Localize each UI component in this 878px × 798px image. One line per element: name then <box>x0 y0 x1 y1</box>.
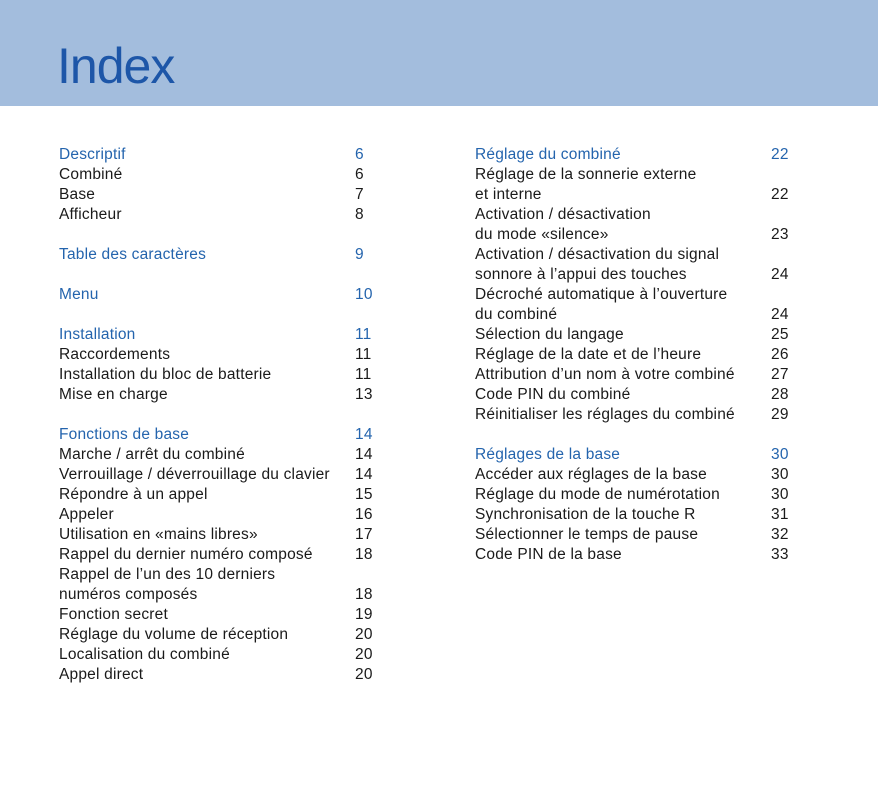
index-page-number: 24 <box>771 306 789 323</box>
index-entry-label: Réglages de la base <box>475 446 621 463</box>
index-page-number: 30 <box>771 486 789 503</box>
index-entry-label: Afficheur <box>59 206 122 223</box>
index-entry <box>59 585 379 605</box>
index-page-number: 8 <box>355 206 364 223</box>
index-entry <box>59 185 379 205</box>
index-entry-label: Combiné <box>59 166 123 183</box>
index-entry-label: Descriptif <box>59 146 126 163</box>
index-page-number: 28 <box>771 386 789 403</box>
index-entry <box>475 465 795 485</box>
index-page-number: 30 <box>771 466 789 483</box>
index-entry <box>475 185 795 205</box>
index-page-number: 20 <box>355 666 373 683</box>
index-entry-label: Répondre à un appel <box>59 486 208 503</box>
index-section-heading <box>475 445 795 465</box>
index-page-number: 23 <box>771 226 789 243</box>
index-entry <box>475 405 795 425</box>
index-entry <box>475 305 795 325</box>
index-spacer <box>475 425 795 445</box>
index-entry <box>475 505 795 525</box>
index-entry <box>59 505 379 525</box>
index-entry-label: Réinitialiser les réglages du combiné <box>475 406 735 423</box>
index-page-number: 17 <box>355 526 373 543</box>
index-entry <box>59 645 379 665</box>
index-entry-label: Utilisation en «mains libres» <box>59 526 258 543</box>
index-page-number: 10 <box>355 286 373 303</box>
index-entry <box>475 205 795 225</box>
index-entry <box>475 165 795 185</box>
index-entry-label: Marche / arrêt du combiné <box>59 446 245 463</box>
index-section-heading <box>59 325 379 345</box>
index-page-number: 6 <box>355 166 364 183</box>
index-section-heading <box>59 245 379 265</box>
index-entry-label: Table des caractères <box>59 246 207 263</box>
index-entry <box>59 465 379 485</box>
index-section-heading <box>59 145 379 165</box>
index-entry <box>59 545 379 565</box>
index-entry-label: Rappel de l’un des 10 derniers <box>59 566 276 583</box>
index-entry-label: numéros composés <box>59 586 198 603</box>
index-entry <box>59 625 379 645</box>
index-page-number: 26 <box>771 346 789 363</box>
index-page-number: 6 <box>355 146 364 163</box>
index-entry-label: Rappel du dernier numéro composé <box>59 546 313 563</box>
index-entry <box>59 165 379 185</box>
index-entry-label: Base <box>59 186 96 203</box>
index-entry <box>59 385 379 405</box>
index-spacer <box>59 225 379 245</box>
index-entry-label: Fonction secret <box>59 606 168 623</box>
index-entry <box>59 525 379 545</box>
index-page-number: 14 <box>355 466 373 483</box>
index-page-number: 31 <box>771 506 789 523</box>
index-page-number: 19 <box>355 606 373 623</box>
index-entry-label: Réglage de la date et de l’heure <box>475 346 702 363</box>
index-section-heading <box>59 285 379 305</box>
index-page-number: 18 <box>355 586 373 603</box>
index-entry-label: Réglage de la sonnerie externe <box>475 166 697 183</box>
index-entry-label: Menu <box>59 286 99 303</box>
index-page-number: 7 <box>355 186 364 203</box>
index-entry <box>475 485 795 505</box>
index-entry-label: Mise en charge <box>59 386 168 403</box>
index-entry-label: Réglage du combiné <box>475 146 621 163</box>
index-page-number: 18 <box>355 546 373 563</box>
index-entry-label: Sélectionner le temps de pause <box>475 526 699 543</box>
page-title: Index <box>57 38 175 94</box>
index-entry <box>59 485 379 505</box>
index-entry-label: Accéder aux réglages de la base <box>475 466 707 483</box>
index-entry-label: sonnore à l’appui des touches <box>475 266 687 283</box>
index-entry-label: Décroché automatique à l’ouverture <box>475 286 728 303</box>
index-entry-label: Réglage du volume de réception <box>59 626 289 643</box>
index-page-number: 27 <box>771 366 789 383</box>
index-entry <box>475 285 795 305</box>
index-entry <box>475 385 795 405</box>
index-entry <box>475 345 795 365</box>
index-page-number: 14 <box>355 446 373 463</box>
index-entry <box>59 205 379 225</box>
index-entry-label: Réglage du mode de numérotation <box>475 486 720 503</box>
index-page-number: 13 <box>355 386 373 403</box>
index-page-number: 30 <box>771 446 789 463</box>
index-entry-label: du mode «silence» <box>475 226 609 243</box>
index-page-number: 29 <box>771 406 789 423</box>
index-page-number: 22 <box>771 186 789 203</box>
index-entry-label: Installation du bloc de batterie <box>59 366 272 383</box>
index-page-number: 11 <box>355 346 372 363</box>
index-section-heading <box>59 425 379 445</box>
index-page-number: 11 <box>355 326 372 343</box>
index-entry-label: du combiné <box>475 306 558 323</box>
index-page-number: 16 <box>355 506 373 523</box>
index-page-number: 20 <box>355 626 373 643</box>
index-entry-label: et interne <box>475 186 542 203</box>
index-entry <box>475 265 795 285</box>
index-section-heading <box>475 145 795 165</box>
index-page-number: 11 <box>355 366 372 383</box>
index-entry-label: Attribution d’un nom à votre combiné <box>475 366 735 383</box>
index-page-number: 24 <box>771 266 789 283</box>
index-spacer <box>59 405 379 425</box>
index-entry <box>475 325 795 345</box>
index-entry-label: Code PIN de la base <box>475 546 622 563</box>
index-spacer <box>59 265 379 285</box>
index-entry-label: Fonctions de base <box>59 426 190 443</box>
index-entry-label: Synchronisation de la touche R <box>475 506 696 523</box>
index-entry <box>59 605 379 625</box>
index-page-number: 20 <box>355 646 373 663</box>
index-page-number: 9 <box>355 246 364 263</box>
index-entry <box>59 445 379 465</box>
index-page-number: 14 <box>355 426 373 443</box>
index-entry-label: Raccordements <box>59 346 171 363</box>
index-entry-label: Appeler <box>59 506 114 523</box>
index-column-right <box>475 145 795 565</box>
index-entry <box>59 345 379 365</box>
index-entry <box>475 225 795 245</box>
index-page-number: 25 <box>771 326 789 343</box>
index-entry <box>59 565 379 585</box>
index-spacer <box>59 305 379 325</box>
index-entry-label: Activation / désactivation <box>475 206 651 223</box>
index-page-number: 32 <box>771 526 789 543</box>
index-page-number: 15 <box>355 486 373 503</box>
index-entry-label: Verrouillage / déverrouillage du clavier <box>59 466 330 483</box>
index-entry <box>475 545 795 565</box>
index-entry <box>475 245 795 265</box>
index-entry <box>59 365 379 385</box>
index-entry-label: Appel direct <box>59 666 144 683</box>
index-entry <box>475 525 795 545</box>
index-entry <box>59 665 379 685</box>
index-page-number: 22 <box>771 146 789 163</box>
index-entry-label: Sélection du langage <box>475 326 624 343</box>
index-page-number: 33 <box>771 546 789 563</box>
index-entry-label: Installation <box>59 326 136 343</box>
index-entry-label: Activation / désactivation du signal <box>475 246 720 263</box>
index-entry-label: Localisation du combiné <box>59 646 230 663</box>
index-column-left <box>59 145 379 685</box>
index-entry-label: Code PIN du combiné <box>475 386 631 403</box>
index-entry <box>475 365 795 385</box>
